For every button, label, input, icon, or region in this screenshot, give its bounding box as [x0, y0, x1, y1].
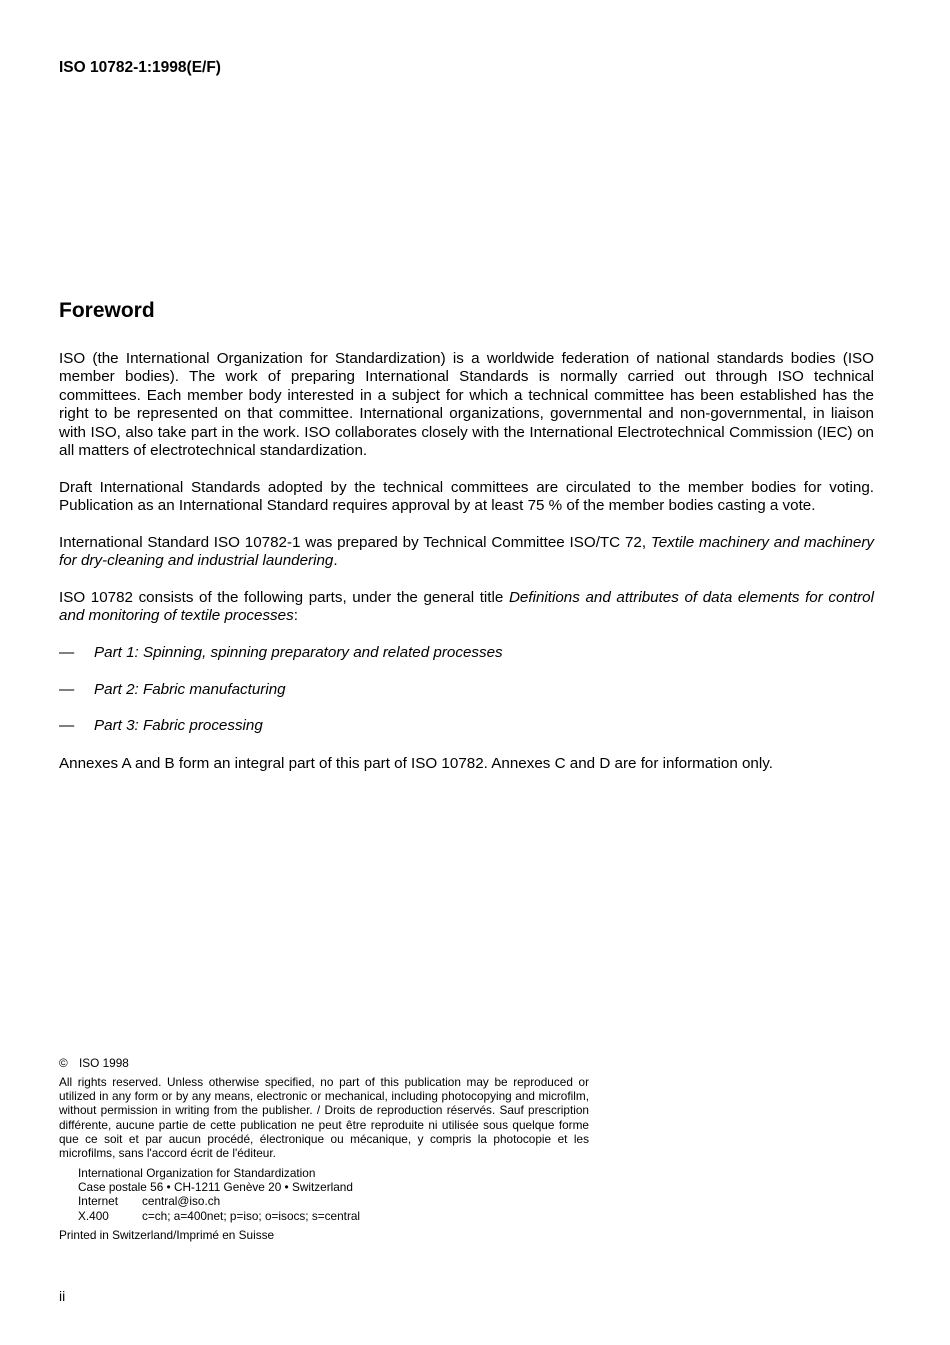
foreword-paragraph-5: Annexes A and B form an integral part of this part of ISO 10782. Annexes C and D are for information only.: [59, 755, 773, 772]
part-title: Part 1: Spinning, spinning preparatory and related processes: [94, 644, 503, 661]
page-title: Foreword: [59, 299, 155, 322]
list-item: [59, 717, 263, 735]
rights-notice: All rights reserved. Unless otherwise specified, no part of this publication may be reproduced or utilized in any form or by any means, electronic or mechanical, including photocopying and microfilm, without permission in writing from the publisher. / Droits de reproduction réservés. Sauf prescription différente, aucune partie de cette publication ne peut être reproduite ni utilisée sous quelque forme que ce soit et par aucun procédé, électronique ou mécanique, y compris la photocopie et les microfilms, sans l'accord écrit de l'éditeur.: [59, 1075, 589, 1161]
list-item: [59, 681, 286, 699]
internet-value: central@iso.ch: [142, 1194, 221, 1209]
dash: —: [59, 644, 75, 661]
internet-line: [78, 1194, 360, 1208]
x400-value: c=ch; a=400net; p=iso; o=isocs; s=central: [142, 1208, 361, 1223]
copyright-line: [59, 1056, 129, 1070]
x400-line: [78, 1209, 360, 1223]
p3-text: International Standard ISO 10782-1 was prepared by Technical Committee ISO/TC 72,: [59, 534, 651, 551]
part-title: Part 3: Fabric processing: [94, 717, 263, 734]
dash: —: [59, 717, 75, 734]
dash: —: [59, 681, 75, 698]
printed-notice: Printed in Switzerland/Imprimé en Suisse: [59, 1228, 275, 1242]
copyright-symbol: ©: [59, 1056, 68, 1070]
p4-end: :: [293, 607, 298, 625]
general-title: Definitions and attributes of data elements for control and monitoring of textile processes: [59, 589, 874, 625]
p4-text: ISO 10782 consists of the following parts, under the general title: [59, 589, 509, 606]
foreword-paragraph-3: [59, 534, 874, 571]
committee-title: Textile machinery and machinery for dry-cleaning and industrial laundering: [59, 534, 874, 570]
internet-label: Internet: [78, 1194, 119, 1209]
foreword-paragraph-1: ISO (the International Organization for Standardization) is a worldwide federation of national standards bodies (ISO member bodies). The work of preparing International Standards is normally carried out through ISO technical committees. Each member body interested in a subject for which a technical committee has been established has the right to be represented on that committee. International organizations, governmental and non-governmental, in liaison with ISO, also take part in the work. ISO collaborates closely with the International Electrotechnical Commission (IEC) on all matters of electrotechnical standardization.: [59, 350, 874, 460]
part-title: Part 2: Fabric manufacturing: [94, 681, 286, 698]
foreword-paragraph-4: [59, 589, 874, 626]
list-item: [59, 644, 503, 662]
copyright-text: ISO 1998: [79, 1056, 129, 1070]
x400-label: X.400: [78, 1208, 109, 1223]
p3-end: .: [333, 552, 338, 570]
foreword-paragraph-2: Draft International Standards adopted by the technical committees are circulated to the member bodies for voting. Publication as an International Standard requires approval by at least 75 % of the member bodies casting a vote.: [59, 479, 874, 515]
document-id: ISO 10782-1:1998(E/F): [59, 59, 221, 76]
org-name: International Organization for Standardization: [78, 1166, 316, 1180]
postal-address: Case postale 56 • CH-1211 Genève 20 • Switzerland: [78, 1180, 353, 1195]
address-block: [78, 1166, 360, 1223]
page-number: ii: [59, 1288, 66, 1304]
